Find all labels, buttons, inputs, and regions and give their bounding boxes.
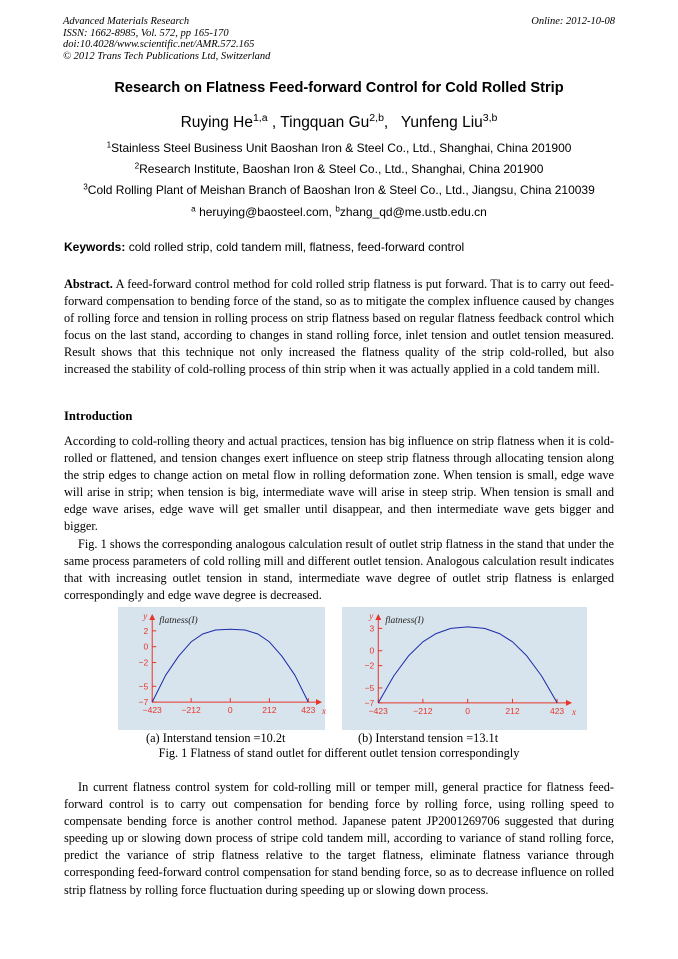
y-tick-label: 0 <box>369 645 375 656</box>
chart-title: flatness(I) <box>385 616 424 626</box>
y-axis-arrow <box>375 614 381 620</box>
subcaption-b: (b) Interstand tension =13.1t <box>358 731 499 745</box>
affiliation-sup: 3 <box>83 182 88 192</box>
x-tick-label: −212 <box>181 705 201 716</box>
flatness-series-line <box>152 629 308 702</box>
x-tick-label: 212 <box>505 705 520 716</box>
flatness-chart-a <box>118 607 325 730</box>
y-tick-label: −2 <box>364 660 375 671</box>
email-b[interactable]: zhang_qd@me.ustb.edu.cn <box>339 205 487 219</box>
intro-paragraph-3: In current flatness control system for cold-rolling mill or temper mill, general practice for flatness feed-forward control is to carry out compensation for bending force by rolling force, using rolling speed to compensate bending force is another control method. Japanese patent JP2001269706 suggested that during speeding up or slowing down process of stripe cold tandem mill, according to variance of stand rolling force, predict the variance of strip flatness relative to the target flatness, eliminate flatness variance through corresponding feed-forward control compensation for stand bending force, so as to decrease influence on rolled strip flatness by rolling force fluctuation during speeding up or slowing down process. <box>64 780 614 897</box>
email-sup: a <box>191 204 196 214</box>
y-tick-label: −5 <box>138 681 149 692</box>
subcaption-a: (a) Interstand tension =10.2t <box>146 731 286 745</box>
keywords <box>64 240 464 254</box>
intro-paragraph-3-block <box>64 779 614 899</box>
figure-caption: Fig. 1 Flatness of stand outlet for different outlet tension correspondingly <box>158 746 520 760</box>
flatness-chart-b <box>342 607 587 730</box>
x-axis-label: x <box>322 706 326 717</box>
author-list: Ruying He$^{1,a}$ , Tingquan Gu$^{2,b}$, Yunfeng Liu$^{3,b}$ <box>180 112 498 131</box>
affiliation-2 <box>0 162 678 176</box>
affiliation-text: Cold Rolling Plant of Meishan Branch of Baoshan Iron & Steel Co., Ltd., Jiangsu, China 210039 <box>87 183 595 197</box>
x-tick-label: −423 <box>142 705 162 716</box>
abstract-text: A feed-forward control method for cold rolled strip flatness is put forward. That is to carry out feed-forward compensation to bending force of the stand, so as to mitigate the complex influence caused by changes of rolling force and tension in rolling process on strip flatness based on regular flatness feedback control which focus on the last stand, according to changes in stand rolling force, inlet tension and outlet tension measured. Result shows that this technique not only increased the flatness quality of the strip cold-rolled, but also increased the stability of cold-rolling process of thin strip when it was actually applied in a cold tandem mill. <box>64 277 614 377</box>
x-axis-label: x <box>572 706 576 717</box>
intro-paragraphs <box>64 433 614 604</box>
x-tick-label: 423 <box>301 705 316 716</box>
issn-line: ISSN: 1662-8985, Vol. 572, pp 165-170 <box>63 27 229 39</box>
y-tick-label: 2 <box>143 625 149 636</box>
x-tick-label: −212 <box>413 705 433 716</box>
keywords-label: Keywords: <box>64 240 126 254</box>
affiliation-sup: 1 <box>106 140 112 150</box>
email-sup: b <box>335 204 340 214</box>
author-name: Ruying He <box>180 114 253 131</box>
abstract-label: Abstract. <box>64 277 113 291</box>
y-tick-label: −2 <box>138 657 149 668</box>
affiliation-sup: 2 <box>134 161 140 171</box>
abstract <box>64 276 614 379</box>
author-name: Yunfeng Liu <box>400 114 483 131</box>
intro-paragraph-1: According to cold-rolling theory and actual practices, tension has big influence on strip flatness when it is cold-rolled or flattened, and tension changes exert influence on steep strip flatness through allocating tension along the strip edges to change action on metal flow in rolling deformation zone. When tension is small, edge wave will arise in strip; when tension is big, intermediate wave will arise in steep strip. When tension is small and edge wave arises, edge wave will get smaller until disappear, and then intermediate wave gets bigger and bigger. <box>64 434 614 534</box>
x-tick-label: 212 <box>262 705 277 716</box>
y-tick-label: 0 <box>143 641 149 652</box>
x-axis-arrow <box>566 700 572 706</box>
y-tick-label: −7 <box>364 697 375 708</box>
y-axis-label: y <box>369 611 374 621</box>
author-sup: 1,a <box>252 112 268 125</box>
author-name: Tingquan Gu <box>280 114 370 131</box>
doi-line: doi:10.4028/www.scientific.net/AMR.572.165 <box>63 39 255 50</box>
section-heading: Introduction <box>64 409 133 423</box>
y-tick-label: −7 <box>138 697 149 708</box>
flatness-plot-b <box>342 607 587 730</box>
author-emails <box>0 205 678 219</box>
flatness-series-line <box>378 627 557 703</box>
x-tick-label: 423 <box>549 705 565 716</box>
affiliation-3 <box>0 183 678 197</box>
paper-title: Research on Flatness Feed-forward Control for Cold Rolled Strip <box>114 80 564 96</box>
x-axis-arrow <box>316 699 322 705</box>
y-axis-label: y <box>143 611 148 621</box>
online-date: Online: 2012-10-08 <box>531 16 615 27</box>
y-axis-arrow <box>149 614 155 620</box>
author-sup: 2,b <box>369 112 384 125</box>
affiliation-1 <box>0 141 678 155</box>
affiliation-text: Stainless Steel Business Unit Baoshan Iron & Steel Co., Ltd., Shanghai, China 201900 <box>111 141 572 155</box>
keywords-text: cold rolled strip, cold tandem mill, flatness, feed-forward control <box>128 240 465 254</box>
y-tick-label: −5 <box>364 682 375 693</box>
x-tick-label: −423 <box>368 705 388 716</box>
email-a[interactable]: heruying@baosteel.com, <box>199 205 332 219</box>
intro-paragraph-2: Fig. 1 shows the corresponding analogous calculation result of outlet strip flatness in the stand that under the same process parameters of cold rolling mill and different outlet tension. Analogous calculation result indicates that with increasing outlet tension in stand, intermediate wave degree of outlet strip flatness is enlarged correspondingly and edge wave degree is decreased. <box>64 536 614 602</box>
author-sup: 3,b <box>482 112 498 125</box>
affiliation-text: Research Institute, Baoshan Iron & Steel Co., Ltd., Shanghai, China 201900 <box>139 162 544 176</box>
copyright-line: © 2012 Trans Tech Publications Ltd, Switzerland <box>63 50 271 62</box>
flatness-plot-a <box>118 607 325 730</box>
chart-title: flatness(I) <box>159 616 198 626</box>
journal-name: Advanced Materials Research <box>63 16 190 27</box>
x-tick-label: 0 <box>465 705 471 716</box>
x-tick-label: 0 <box>227 705 233 716</box>
journal-header <box>63 16 270 62</box>
y-tick-label: 3 <box>369 623 375 634</box>
